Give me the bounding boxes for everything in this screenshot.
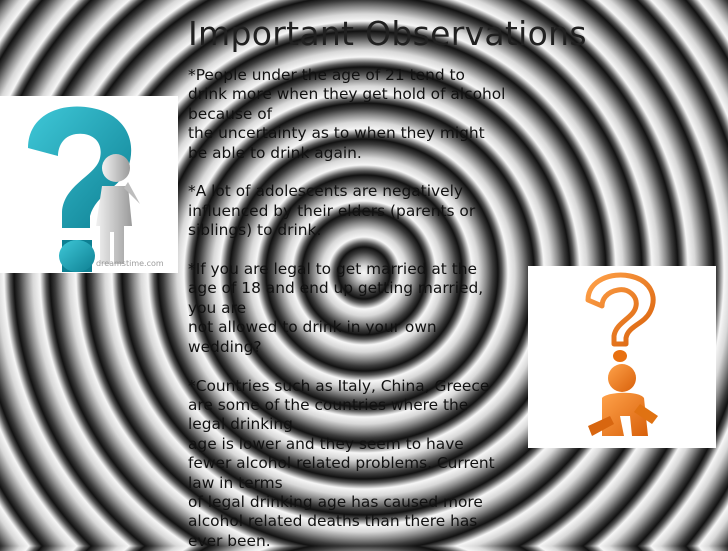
slide-title: Important Observations <box>188 14 587 53</box>
question-mark-figure-image-left <box>0 96 178 273</box>
observations-text: *People under the age of 21 tend to drink more when they get hold of alcohol because of the uncertainty as to when they might be able to drink again. *A lot of adolescents are negatively influenced by their elders (parents or siblings) to drink. *If you are legal to get married at the age of 18 and end up getting married, you are not allowed to drink in your own wedding? *Countries such as Italy, China, Greece are some of the countries where the legal drinking age is lower and they seem to have fewer alcohol related problems. Current law in terms of legal drinking age has caused more alcohol related deaths than there has ever been. <box>188 66 506 550</box>
watermark-text: dreamstime.com <box>96 259 164 268</box>
question-mark-figure-image-right <box>528 266 716 448</box>
orange-thinking-person-icon <box>528 266 716 448</box>
thinking-person-question-icon <box>0 96 178 273</box>
